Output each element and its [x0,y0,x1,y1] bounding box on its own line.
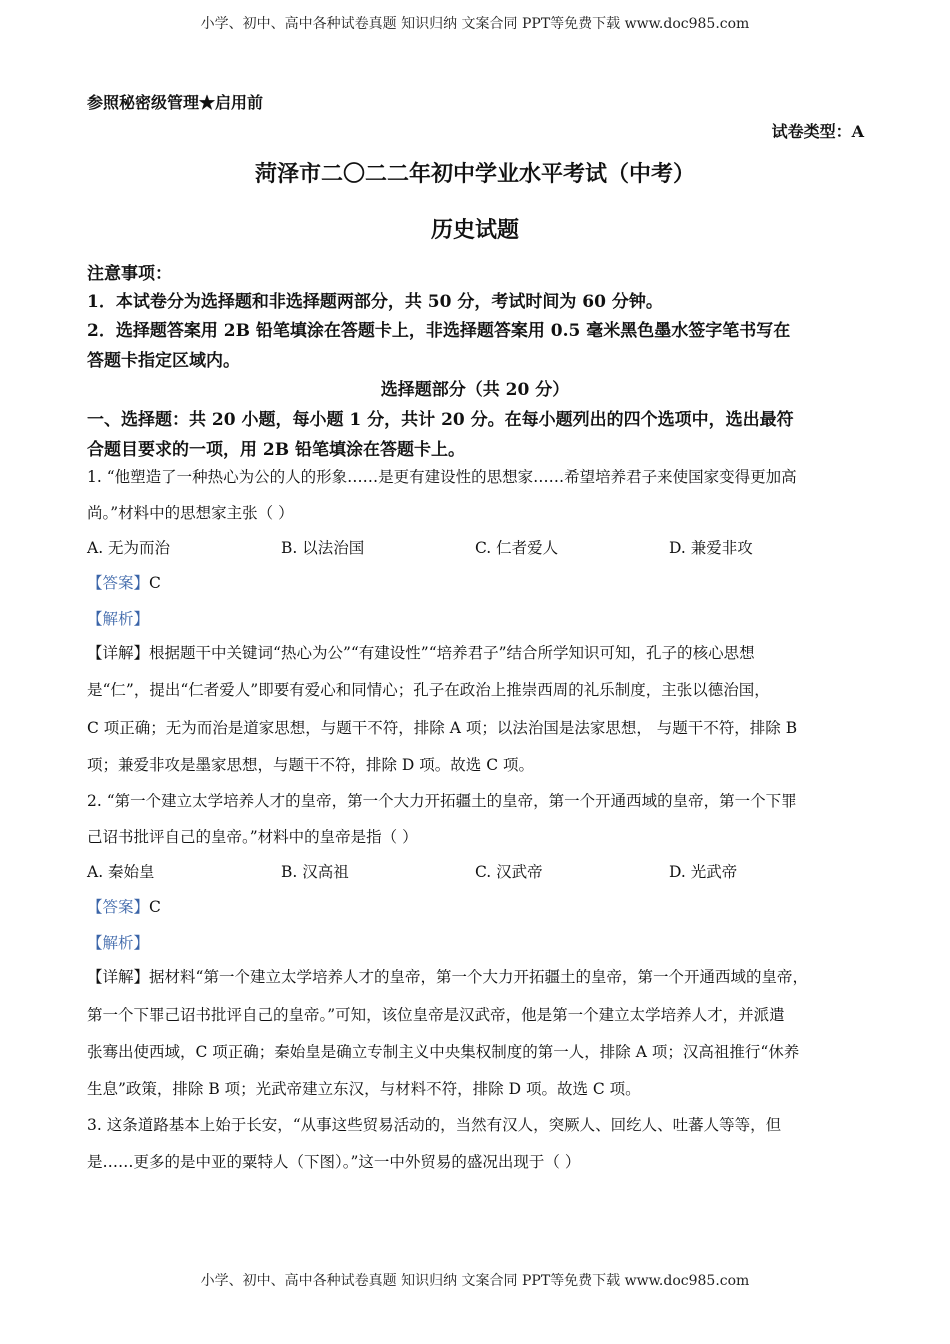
section-instruction-line-1: 一、选择题：共 20 小题，每小题 1 分，共计 20 分。在每小题列出的四个选项中，选出最符 [87,410,794,430]
q2-option-d: D. 光武帝 [669,863,738,881]
q1-detail-line-2: 是“仁”，提出“仁者爱人”即要有爱心和同情心；孔子在政治上推崇西周的礼乐制度，主张以德治国， [87,681,770,699]
exam-subtitle: 历史试题 [430,217,519,243]
q1-option-d: D. 兼爱非攻 [669,539,753,557]
secret-label: 参照秘密级管理★启用前 [87,93,264,112]
q2-answer [87,895,867,917]
q2-answer-value: C [149,898,161,916]
q1-detail-line-4: 项；兼爱非攻是墨家思想，与题干不符，排除 D 项。故选 C 项。 [87,756,534,774]
q2-stem-line-2: 己诏书批评自己的皇帝。”材料中的皇帝是指（ ） [87,828,418,846]
q1-stem-line-1: 1. “他塑造了一种热心为公的人的形象……是更有建设性的思想家……希望培养君子来使国家变得更加高 [87,468,797,486]
q1-answer [87,571,867,593]
q1-detail-tag: 【详解】 [87,644,150,662]
q2-answer-tag: 【答案】 [87,898,150,916]
section-heading: 选择题部分（共 20 分） [380,380,570,400]
q1-answer-tag: 【答案】 [87,574,150,592]
q2-stem-line-1: 2. “第一个建立太学培养人才的皇帝，第一个大力开拓疆土的皇帝，第一个开通西域的皇帝，第一个下罪 [87,792,797,810]
q1-detail-line-1 [87,641,867,663]
q2-option-a: A. 秦始皇 [87,863,155,881]
q2-detail-line-4: 生息”政策，排除 B 项；光武帝建立东汉，与材料不符，排除 D 项。故选 C 项。 [87,1080,641,1098]
q1-stem-line-2: 尚。”材料中的思想家主张（ ） [87,504,294,522]
q1-analysis-tag: 【解析】 [87,610,150,628]
q1-option-a: A. 无为而治 [87,539,171,557]
notice-heading: 注意事项： [87,264,172,284]
section-instruction-line-2: 合题目要求的一项，用 2B 铅笔填涂在答题卡上。 [87,440,466,460]
notice-item-2-line-2: 答题卡指定区域内。 [87,351,240,371]
paper-type: 试卷类型：A [771,122,864,141]
exam-title: 菏泽市二〇二二年初中学业水平考试（中考） [254,161,695,187]
q2-option-c: C. 汉武帝 [475,863,543,881]
q1-option-c: C. 仁者爱人 [475,539,559,557]
q3-stem-line-2: 是……更多的是中亚的粟特人（下图）。”这一中外贸易的盛况出现于（ ） [87,1153,581,1171]
q2-detail-tag: 【详解】 [87,968,150,986]
q1-option-b: B. 以法治国 [281,539,365,557]
q2-analysis-tag: 【解析】 [87,934,150,952]
q1-detail-line-3: C 项正确；无为而治是道家思想，与题干不符，排除 A 项；以法治国是法家思想， 与题干不符，排除 B [87,719,798,737]
q1-detail-text-1: 根据题干中关键词“热心为公”“有建设性”“培养君子”结合所学知识可知，孔子的核心思想 [149,644,755,662]
notice-item-2-line-1: 2．选择题答案用 2B 铅笔填涂在答题卡上，非选择题答案用 0.5 毫米黑色墨水签字笔书写在 [87,321,791,341]
q2-option-b: B. 汉高祖 [281,863,349,881]
page-header: 小学、初中、高中各种试卷真题 知识归纳 文案合同 PPT等免费下载 www.doc985.com [200,16,750,32]
q1-answer-value: C [149,574,161,592]
q2-detail-text-1: 据材料“第一个建立太学培养人才的皇帝，第一个大力开拓疆土的皇帝，第一个开通西域的皇帝， [149,968,808,986]
page-footer: 小学、初中、高中各种试卷真题 知识归纳 文案合同 PPT等免费下载 www.doc985.com [200,1273,750,1289]
q2-detail-line-1 [87,965,867,987]
q2-detail-line-3: 张骞出使西域，C 项正确；秦始皇是确立专制主义中央集权制度的第一人，排除 A 项；汉高祖推行“休养 [87,1043,800,1061]
q2-detail-line-2: 第一个下罪己诏书批评自己的皇帝。”可知，该位皇帝是汉武帝，他是第一个建立太学培养人才，并派遣 [87,1006,785,1024]
notice-item-1: 1．本试卷分为选择题和非选择题两部分，共 50 分，考试时间为 60 分钟。 [87,292,663,312]
q3-stem-line-1: 3. 这条道路基本上始于长安，“从事这些贸易活动的，当然有汉人，突厥人、回纥人、吐蕃人等等，但 [87,1116,782,1134]
